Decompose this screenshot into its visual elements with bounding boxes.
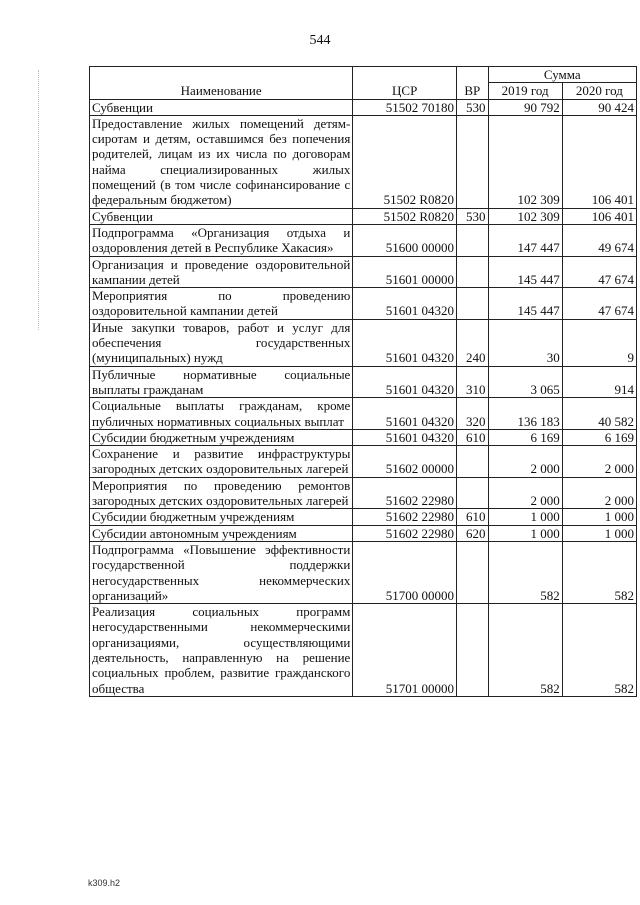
table-row bbox=[90, 256, 637, 288]
row-csr: 51601 04320 bbox=[353, 366, 457, 398]
row-sum-2019: 6 169 bbox=[488, 429, 562, 445]
table-row bbox=[90, 509, 637, 525]
header-csr: ЦСР bbox=[353, 67, 457, 100]
header-year-2019: 2019 год bbox=[488, 83, 562, 99]
header-sum: Сумма bbox=[488, 67, 636, 83]
row-csr: 51602 22980 bbox=[353, 525, 457, 541]
row-vr: 530 bbox=[457, 99, 489, 115]
row-sum-2020: 6 169 bbox=[562, 429, 636, 445]
row-vr: 610 bbox=[457, 509, 489, 525]
table-row bbox=[90, 477, 637, 509]
row-sum-2020: 914 bbox=[562, 366, 636, 398]
row-name: Реализация социальных программ негосударственными некоммерческими организациями, осуществляющими деятельность, направленную на решение социальных проблем, развитие гражданского общества bbox=[90, 604, 353, 697]
row-name: Субсидии бюджетным учреждениям bbox=[90, 509, 353, 525]
row-vr: 240 bbox=[457, 319, 489, 366]
row-sum-2020: 9 bbox=[562, 319, 636, 366]
row-sum-2019: 136 183 bbox=[488, 398, 562, 430]
row-csr: 51502 R0820 bbox=[353, 208, 457, 224]
row-sum-2020: 1 000 bbox=[562, 509, 636, 525]
row-name: Мероприятия по проведению оздоровительной кампании детей bbox=[90, 288, 353, 320]
row-sum-2019: 1 000 bbox=[488, 509, 562, 525]
row-sum-2020: 582 bbox=[562, 604, 636, 697]
header-name: Наименование bbox=[90, 67, 353, 100]
row-csr: 51601 04320 bbox=[353, 429, 457, 445]
row-csr: 51600 00000 bbox=[353, 224, 457, 256]
table-row bbox=[90, 446, 637, 478]
table-row bbox=[90, 224, 637, 256]
row-sum-2019: 30 bbox=[488, 319, 562, 366]
row-name: Организация и проведение оздоровительной кампании детей bbox=[90, 256, 353, 288]
row-vr bbox=[457, 604, 489, 697]
row-vr bbox=[457, 477, 489, 509]
row-vr bbox=[457, 115, 489, 208]
row-sum-2020: 1 000 bbox=[562, 525, 636, 541]
row-sum-2019: 582 bbox=[488, 541, 562, 603]
row-sum-2019: 582 bbox=[488, 604, 562, 697]
row-csr: 51602 22980 bbox=[353, 509, 457, 525]
row-vr: 310 bbox=[457, 366, 489, 398]
row-name: Подпрограмма «Повышение эффективности государственной поддержки негосударственных некоммерческих организаций» bbox=[90, 541, 353, 603]
row-csr: 51601 04320 bbox=[353, 319, 457, 366]
row-vr: 320 bbox=[457, 398, 489, 430]
row-name: Иные закупки товаров, работ и услуг для обеспечения государственных (муниципальных) нужд bbox=[90, 319, 353, 366]
row-sum-2020: 2 000 bbox=[562, 446, 636, 478]
row-vr bbox=[457, 446, 489, 478]
row-sum-2020: 90 424 bbox=[562, 99, 636, 115]
table-row bbox=[90, 604, 637, 697]
table-row bbox=[90, 541, 637, 603]
budget-table bbox=[89, 66, 637, 697]
row-vr bbox=[457, 541, 489, 603]
row-name: Мероприятия по проведению ремонтов загородных детских оздоровительных лагерей bbox=[90, 477, 353, 509]
row-sum-2019: 102 309 bbox=[488, 208, 562, 224]
row-sum-2020: 49 674 bbox=[562, 224, 636, 256]
row-name: Субсидии бюджетным учреждениям bbox=[90, 429, 353, 445]
row-sum-2020: 40 582 bbox=[562, 398, 636, 430]
row-csr: 51601 00000 bbox=[353, 256, 457, 288]
row-sum-2020: 47 674 bbox=[562, 288, 636, 320]
page-number: 544 bbox=[309, 33, 331, 48]
row-sum-2020: 582 bbox=[562, 541, 636, 603]
table-row bbox=[90, 429, 637, 445]
row-sum-2019: 102 309 bbox=[488, 115, 562, 208]
row-csr: 51701 00000 bbox=[353, 604, 457, 697]
row-sum-2020: 47 674 bbox=[562, 256, 636, 288]
table-row bbox=[90, 115, 637, 208]
row-sum-2019: 145 447 bbox=[488, 256, 562, 288]
row-name: Сохранение и развитие инфраструктуры загородных детских оздоровительных лагерей bbox=[90, 446, 353, 478]
row-csr: 51502 R0820 bbox=[353, 115, 457, 208]
row-vr: 530 bbox=[457, 208, 489, 224]
row-csr: 51700 00000 bbox=[353, 541, 457, 603]
row-vr: 620 bbox=[457, 525, 489, 541]
row-sum-2019: 3 065 bbox=[488, 366, 562, 398]
header-row bbox=[90, 67, 637, 83]
table-row bbox=[90, 208, 637, 224]
row-csr: 51602 00000 bbox=[353, 446, 457, 478]
table-row bbox=[90, 319, 637, 366]
row-name: Подпрограмма «Организация отдыха и оздоровления детей в Республике Хакасия» bbox=[90, 224, 353, 256]
row-sum-2019: 90 792 bbox=[488, 99, 562, 115]
header-vr: ВР bbox=[457, 67, 489, 100]
row-sum-2020: 106 401 bbox=[562, 115, 636, 208]
row-vr: 610 bbox=[457, 429, 489, 445]
row-name: Социальные выплаты гражданам, кроме публичных нормативных социальных выплат bbox=[90, 398, 353, 430]
row-sum-2019: 2 000 bbox=[488, 446, 562, 478]
footer-code: k309.h2 bbox=[88, 878, 121, 888]
row-vr bbox=[457, 224, 489, 256]
table-row bbox=[90, 366, 637, 398]
table-row bbox=[90, 398, 637, 430]
row-name: Субвенции bbox=[90, 208, 353, 224]
row-vr bbox=[457, 288, 489, 320]
row-sum-2019: 1 000 bbox=[488, 525, 562, 541]
row-sum-2020: 106 401 bbox=[562, 208, 636, 224]
table-row bbox=[90, 288, 637, 320]
row-csr: 51502 70180 bbox=[353, 99, 457, 115]
row-name: Предоставление жилых помещений детям-сиротам и детям, оставшимся без попечения родителей, лицам из их числа по договорам найма специализированных жилых помещений (в том числе софинансирование с федеральным бюджетом) bbox=[90, 115, 353, 208]
row-csr: 51601 04320 bbox=[353, 288, 457, 320]
row-sum-2019: 147 447 bbox=[488, 224, 562, 256]
table-body bbox=[90, 99, 637, 696]
header-year-2020: 2020 год bbox=[562, 83, 636, 99]
row-csr: 51602 22980 bbox=[353, 477, 457, 509]
table-row bbox=[90, 99, 637, 115]
row-name: Субвенции bbox=[90, 99, 353, 115]
row-vr bbox=[457, 256, 489, 288]
row-name: Субсидии автономным учреждениям bbox=[90, 525, 353, 541]
row-sum-2019: 145 447 bbox=[488, 288, 562, 320]
table-row bbox=[90, 525, 637, 541]
row-sum-2019: 2 000 bbox=[488, 477, 562, 509]
row-sum-2020: 2 000 bbox=[562, 477, 636, 509]
row-name: Публичные нормативные социальные выплаты гражданам bbox=[90, 366, 353, 398]
margin-dots bbox=[38, 70, 40, 330]
row-csr: 51601 04320 bbox=[353, 398, 457, 430]
